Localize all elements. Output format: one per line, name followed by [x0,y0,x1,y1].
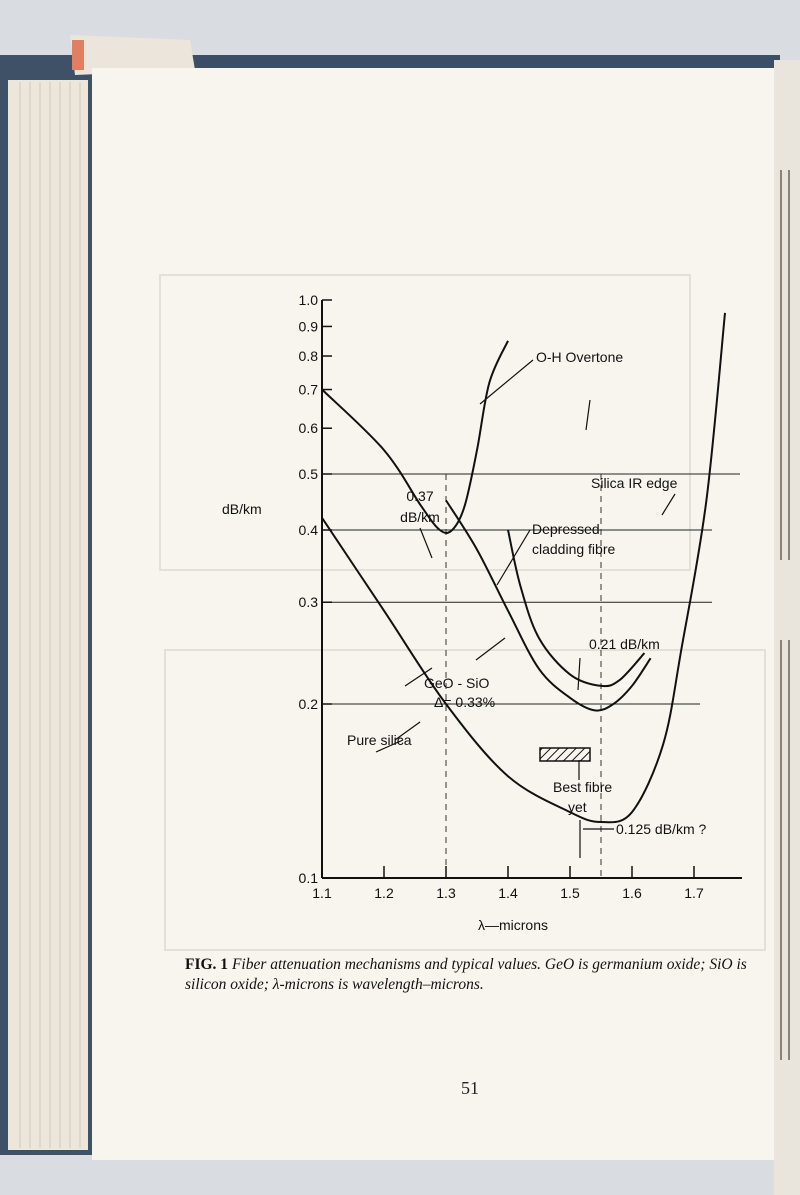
y-tick-label: 0.5 [298,465,318,482]
y-tick-label: 0.3 [298,594,318,611]
page-number: 51 [461,1078,479,1098]
y-tick-label: 0.2 [298,696,318,713]
x-tick-label: 1.1 [312,885,332,901]
annotation-label: Silica IR edge [591,475,678,491]
annotation-label: 0.21 dB/km [589,636,660,652]
annotation-label: O-H Overtone [536,349,624,365]
x-tick-label: 1.6 [622,885,642,901]
annotation-label: 0.125 dB/km ? [616,821,707,837]
caption-label: FIG. 1 [185,956,229,973]
annotation-label: Δ= 0.33% [434,694,496,710]
annotation-label: Depressed [532,521,600,537]
right-page-strip [774,60,800,1195]
y-axis-label: dB/km [222,501,262,517]
y-tick-label: 0.9 [298,318,318,335]
x-tick-label: 1.2 [374,885,394,901]
annotation-label: Pure silica [347,732,412,748]
y-tick-label: 0.7 [298,381,318,398]
y-tick-label: 0.4 [298,522,318,539]
y-tick-label: 1.0 [298,292,318,308]
x-tick-label: 1.5 [560,885,580,901]
figure-caption [185,955,775,995]
main-page [92,68,774,1160]
y-tick-label: 0.6 [298,420,318,437]
x-tick-label: 1.4 [498,885,518,901]
x-tick-label: 1.3 [436,885,456,901]
annotation-label: cladding fibre [532,541,616,557]
x-tick-label: 1.7 [684,885,704,901]
y-tick-label: 0.8 [298,348,318,365]
tab-marker-red [72,40,84,70]
x-axis-label: λ—microns [478,917,549,933]
annotation-label: dB/km [400,509,440,525]
annotation-label: GeO - SiO [424,675,490,691]
annotation-label: Best fibre [553,779,613,795]
y-tick-label: 0.1 [298,870,318,886]
annotation-label: yet [568,799,587,815]
annotation-label: 0.37 [406,488,434,504]
caption-text: Fiber attenuation mechanisms and typical values. GeO is germanium oxide; SiO is silicon oxide; λ-microns is wavelength–microns. [185,956,747,993]
best-fibre-box [540,748,590,761]
